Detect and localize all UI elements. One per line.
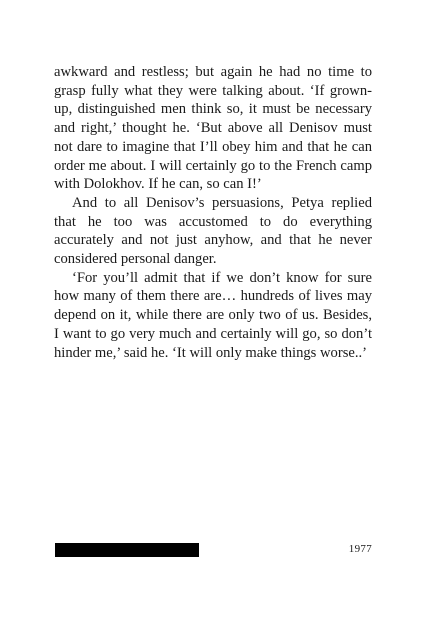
paragraph-1: awkward and restless; but again he had no time to grasp fully what they were talking about. ‘If grown-up, distinguished men think so, it must be necessary and right,’ thought he. ‘But above all Denisov must not dare to imagine that I’ll obey him and that he can order me about. I will certainly go to the French camp with Dolokhov. If he can, so can I!’: [54, 64, 372, 193]
body-text: [54, 63, 372, 362]
paragraph-2: And to all Denisov’s persuasions, Petya replied that he too was accustomed to do everything accurately and not just anyhow, and that he never considered personal danger.: [54, 194, 372, 268]
redaction-bar: [55, 543, 199, 557]
page-number: 1977: [348, 543, 372, 555]
paragraph-3: ‘For you’ll admit that if we don’t know for sure how many of them there are… hundreds of lives may depend on it, while there are only two of us. Besides, I want to go very much and certainly will go, so don’t hinder me,’ said he. ‘It will only make things worse..’: [54, 269, 372, 361]
